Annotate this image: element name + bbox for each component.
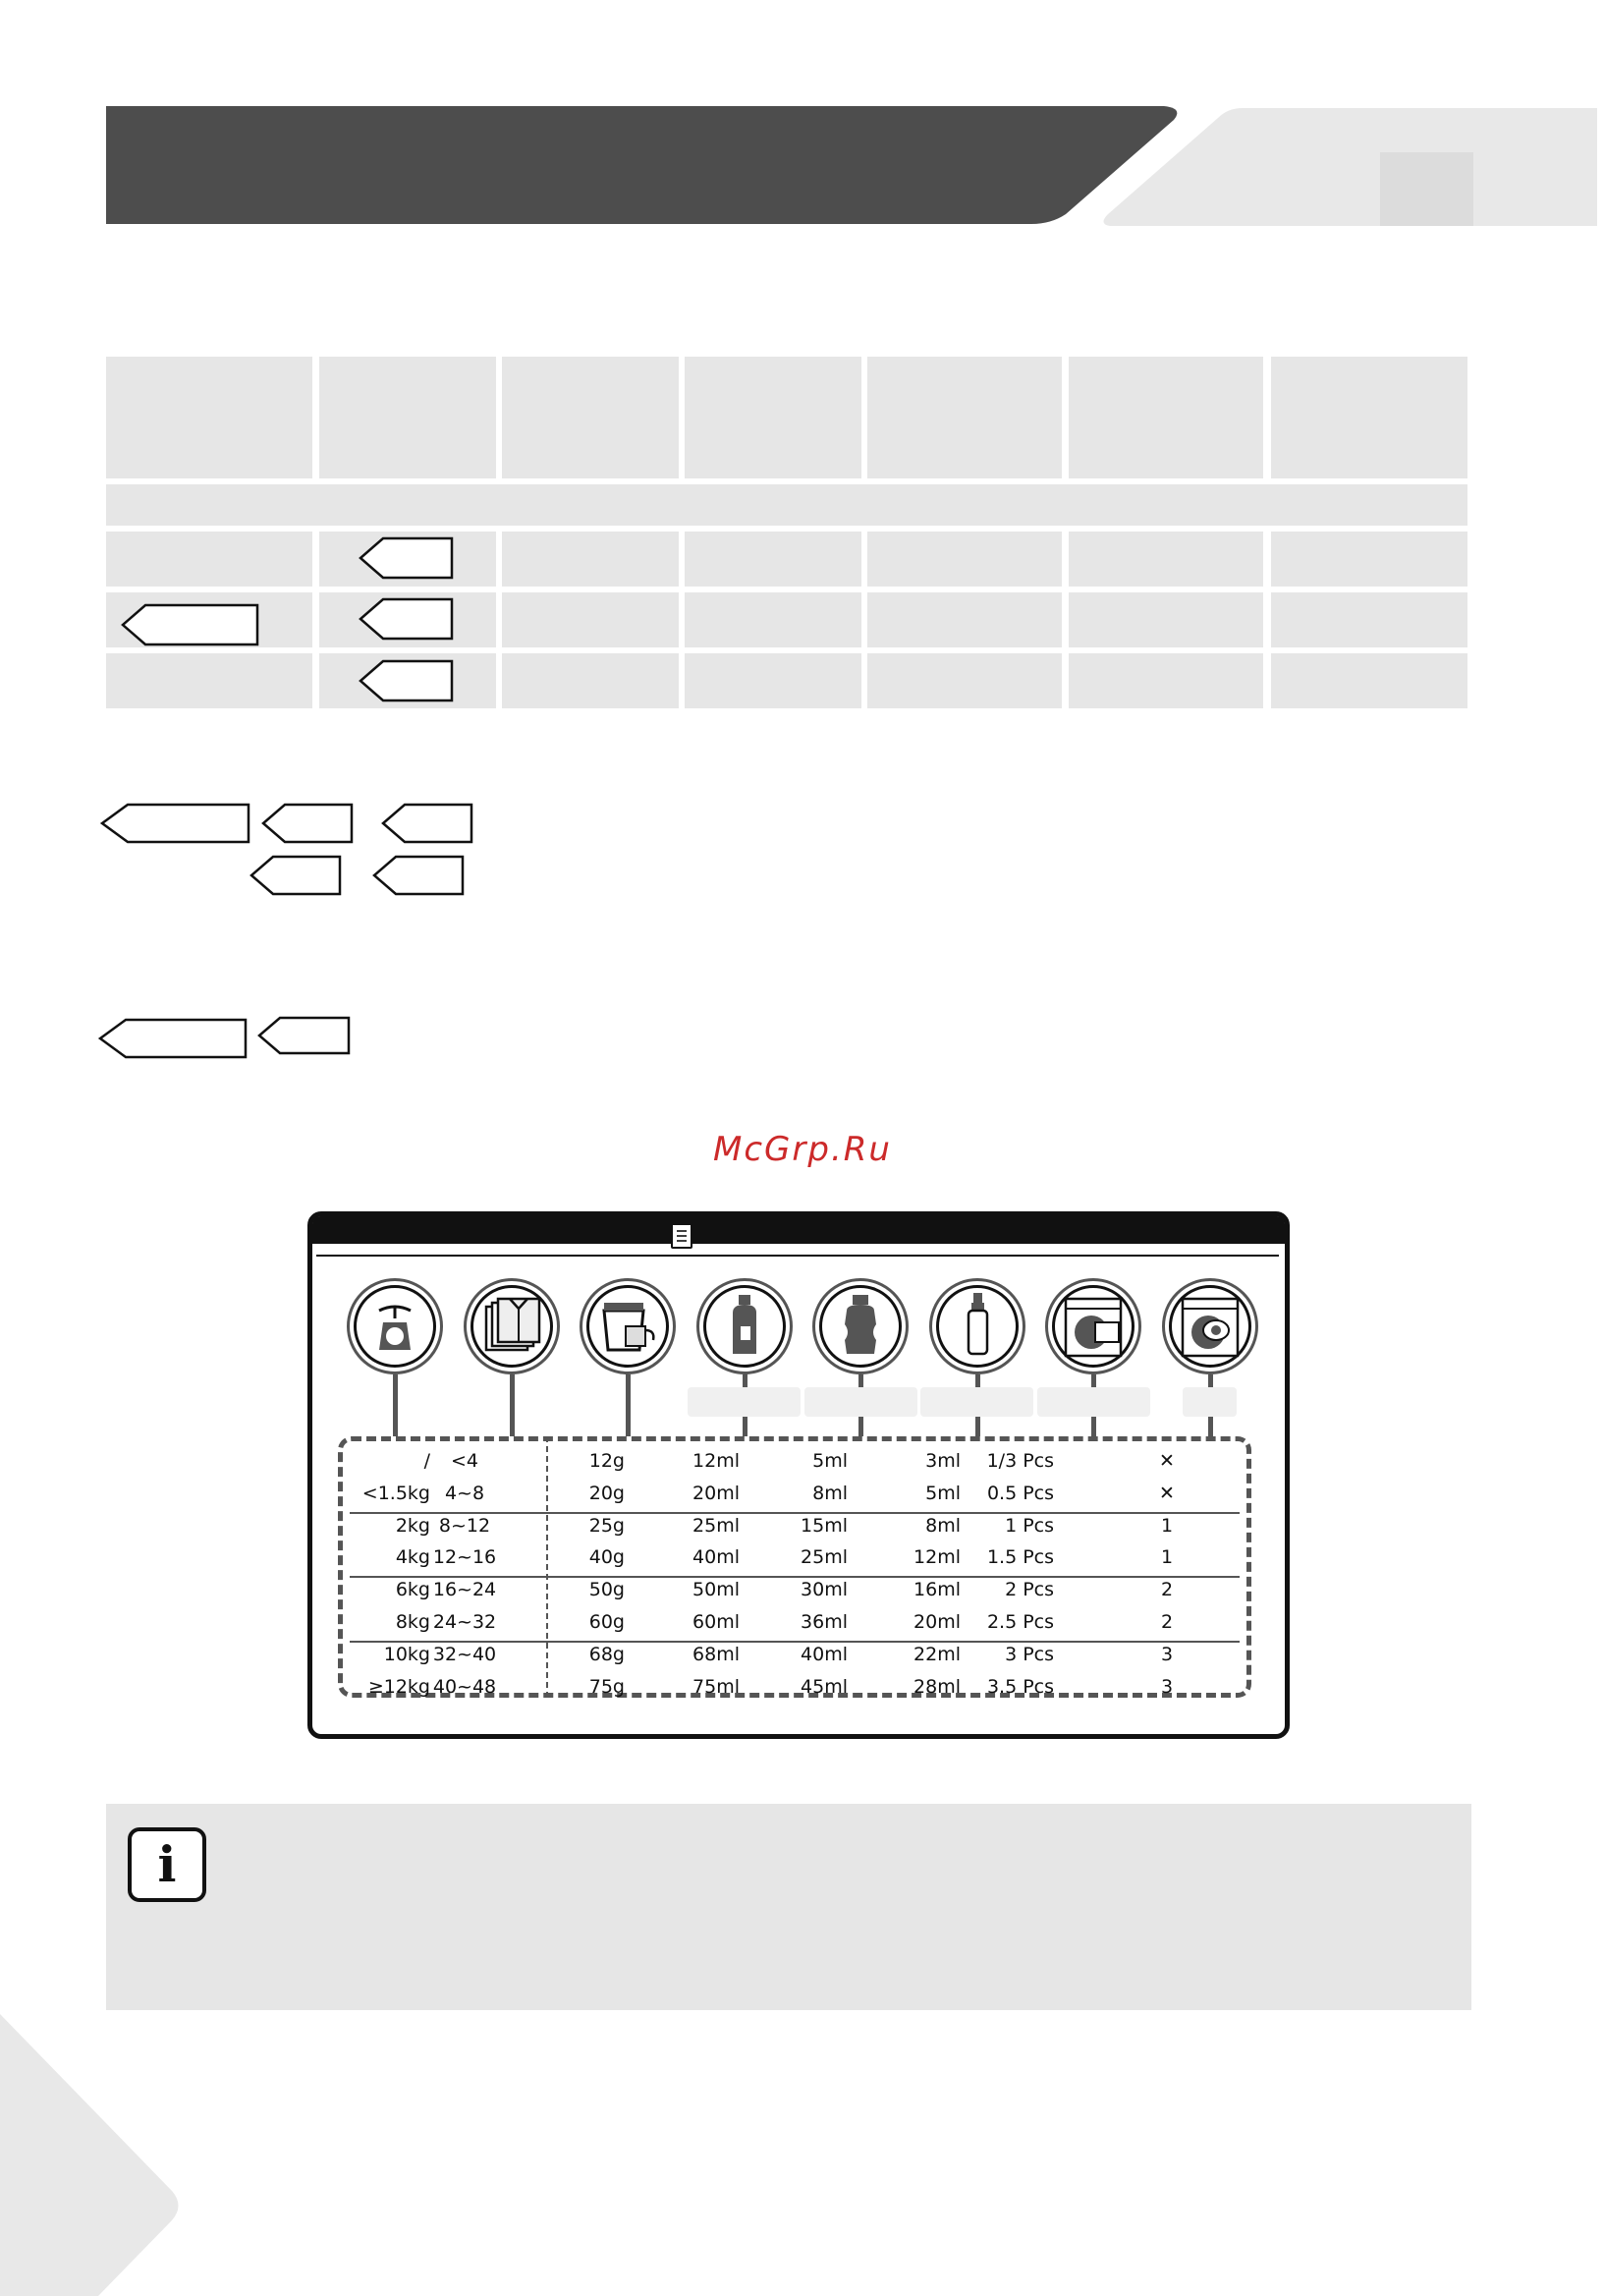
dosage-cell: 10kg	[383, 1643, 430, 1665]
dosage-cell: 60g	[588, 1611, 625, 1633]
dosage-cell: 28ml	[913, 1675, 961, 1698]
concentrated-detergent-bottle-icon	[815, 1281, 906, 1372]
dosage-cell: 8kg	[395, 1611, 430, 1633]
dosage-cell: 30ml	[801, 1579, 848, 1601]
tag-shape	[251, 857, 340, 894]
dosage-cell: ✕	[1159, 1482, 1175, 1504]
dosage-cell: 20ml	[692, 1482, 740, 1504]
dosage-cell: 2 Pcs	[1005, 1579, 1054, 1601]
detergent-pod-icon	[1165, 1281, 1255, 1372]
dosage-cell: 75ml	[692, 1675, 740, 1698]
dosage-cell: 20g	[588, 1482, 625, 1504]
dosage-cell: 1 Pcs	[1005, 1514, 1054, 1537]
dosage-cell: 68g	[588, 1643, 625, 1665]
dosage-cell: 8ml	[812, 1482, 848, 1504]
dosage-cell: 68ml	[692, 1643, 740, 1665]
panel-title-bar	[312, 1216, 1285, 1244]
dosage-cell: 4kg	[395, 1546, 430, 1569]
dosage-cell: 40~48	[432, 1675, 497, 1698]
dosage-cell: 50ml	[692, 1579, 740, 1601]
icon-caption-pill	[920, 1387, 1033, 1417]
dosage-cell: 0.5 Pcs	[986, 1482, 1054, 1504]
dosage-cell: 60ml	[692, 1611, 740, 1633]
row-group-divider	[350, 1512, 1240, 1514]
dosage-cell: 3 Pcs	[1005, 1643, 1054, 1665]
dosage-cell: 1/3 Pcs	[986, 1450, 1054, 1472]
dosage-cell: 32~40	[432, 1643, 497, 1665]
dosage-cell: /	[423, 1450, 430, 1472]
weighing-scale-circle	[347, 1278, 443, 1374]
dosage-cell: 4~8	[444, 1482, 485, 1504]
concentrated-detergent-bottle-circle	[812, 1278, 909, 1374]
dosage-cell: 1	[1160, 1514, 1174, 1537]
table-tags	[0, 0, 1605, 727]
tag-shape	[360, 538, 452, 578]
tag-shape	[123, 605, 257, 644]
dosage-cell: 1	[1160, 1546, 1174, 1569]
tag-shape	[102, 805, 249, 842]
dosage-cell: 3ml	[925, 1450, 961, 1472]
dosage-cell: 8~12	[438, 1514, 491, 1537]
programme-table	[0, 0, 1605, 727]
dosage-cell: 5ml	[812, 1450, 848, 1472]
dosage-cell: 2.5 Pcs	[986, 1611, 1054, 1633]
icon-caption-pill	[804, 1387, 917, 1417]
dosage-cell: 50g	[588, 1579, 625, 1601]
dosage-cell: 40g	[588, 1546, 625, 1569]
dosage-cell: 16~24	[432, 1579, 497, 1601]
dosage-cell: 40ml	[692, 1546, 740, 1569]
dosage-cell: 36ml	[801, 1611, 848, 1633]
dosage-cell: 25g	[588, 1514, 625, 1537]
clothes-pieces-icon	[467, 1281, 557, 1372]
tag-shape	[374, 857, 463, 894]
dosage-cell: 25ml	[692, 1514, 740, 1537]
liquid-detergent-bottle-circle	[696, 1278, 793, 1374]
detergent-pod-circle	[1162, 1278, 1258, 1374]
dosage-cell: 75g	[588, 1675, 625, 1698]
corner-decoration	[0, 2014, 187, 2296]
detergent-sheet-icon	[1048, 1281, 1138, 1372]
dosage-cell: ✕	[1159, 1450, 1175, 1472]
dosage-cell: 45ml	[801, 1675, 848, 1698]
icon-caption-pill	[1037, 1387, 1150, 1417]
icon-connector	[510, 1374, 515, 1436]
dosage-cell: 22ml	[913, 1643, 961, 1665]
icon-caption-pill	[688, 1387, 801, 1417]
dosage-cell: 2	[1160, 1611, 1174, 1633]
info-icon	[128, 1827, 206, 1902]
dosage-cell: ≥12kg	[367, 1675, 430, 1698]
softener-spray-bottle-icon	[932, 1281, 1023, 1372]
dosage-cell: 1.5 Pcs	[986, 1546, 1054, 1569]
dosage-cell: 2	[1160, 1579, 1174, 1601]
dosage-cell: 12g	[588, 1450, 625, 1472]
row-group-divider	[350, 1576, 1240, 1578]
row-group-divider	[350, 1641, 1240, 1643]
softener-spray-bottle-circle	[929, 1278, 1025, 1374]
icon-connector	[626, 1374, 631, 1436]
info-note-box	[106, 1804, 1471, 2010]
dosage-cell: 12~16	[432, 1546, 497, 1569]
tag-shape	[259, 1018, 349, 1053]
tag-shape	[100, 1020, 246, 1057]
tag-shape	[360, 599, 452, 639]
dosage-cell: 12ml	[913, 1546, 961, 1569]
dosage-cell: <1.5kg	[361, 1482, 430, 1504]
info-letter: i	[157, 1835, 177, 1893]
dosage-cell: 25ml	[801, 1546, 848, 1569]
dosage-cell: <4	[450, 1450, 478, 1472]
dosage-cell: 2kg	[395, 1514, 430, 1537]
dosage-cell: 40ml	[801, 1643, 848, 1665]
weighing-scale-icon	[350, 1281, 440, 1372]
panel-divider	[316, 1255, 1279, 1257]
list-menu-icon	[671, 1223, 692, 1249]
dosage-cell: 5ml	[925, 1482, 961, 1504]
dosage-cell: 12ml	[692, 1450, 740, 1472]
tag-shape	[263, 805, 352, 842]
liquid-detergent-bottle-icon	[699, 1281, 790, 1372]
tag-shape	[383, 805, 471, 842]
clothes-pieces-circle	[464, 1278, 560, 1374]
tag-shape	[360, 661, 452, 700]
powder-detergent-icon	[582, 1281, 673, 1372]
dosage-cell: 8ml	[925, 1514, 961, 1537]
dosage-cell: 20ml	[913, 1611, 961, 1633]
dosage-cell: 3.5 Pcs	[986, 1675, 1054, 1698]
dosage-cell: 3	[1160, 1675, 1174, 1698]
text-tags	[0, 766, 1605, 1061]
dosage-cell: 16ml	[913, 1579, 961, 1601]
detergent-dosage-panel	[307, 1211, 1290, 1739]
powder-detergent-circle	[580, 1278, 676, 1374]
detergent-sheet-circle	[1045, 1278, 1141, 1374]
dosage-cell: 6kg	[395, 1579, 430, 1601]
dosage-cell: 15ml	[801, 1514, 848, 1537]
watermark: McGrp.Ru	[713, 1130, 892, 1169]
icon-connector	[393, 1374, 398, 1436]
dosage-cell: 3	[1160, 1643, 1174, 1665]
icon-caption-pill	[1183, 1387, 1237, 1417]
dosage-cell: 24~32	[432, 1611, 497, 1633]
